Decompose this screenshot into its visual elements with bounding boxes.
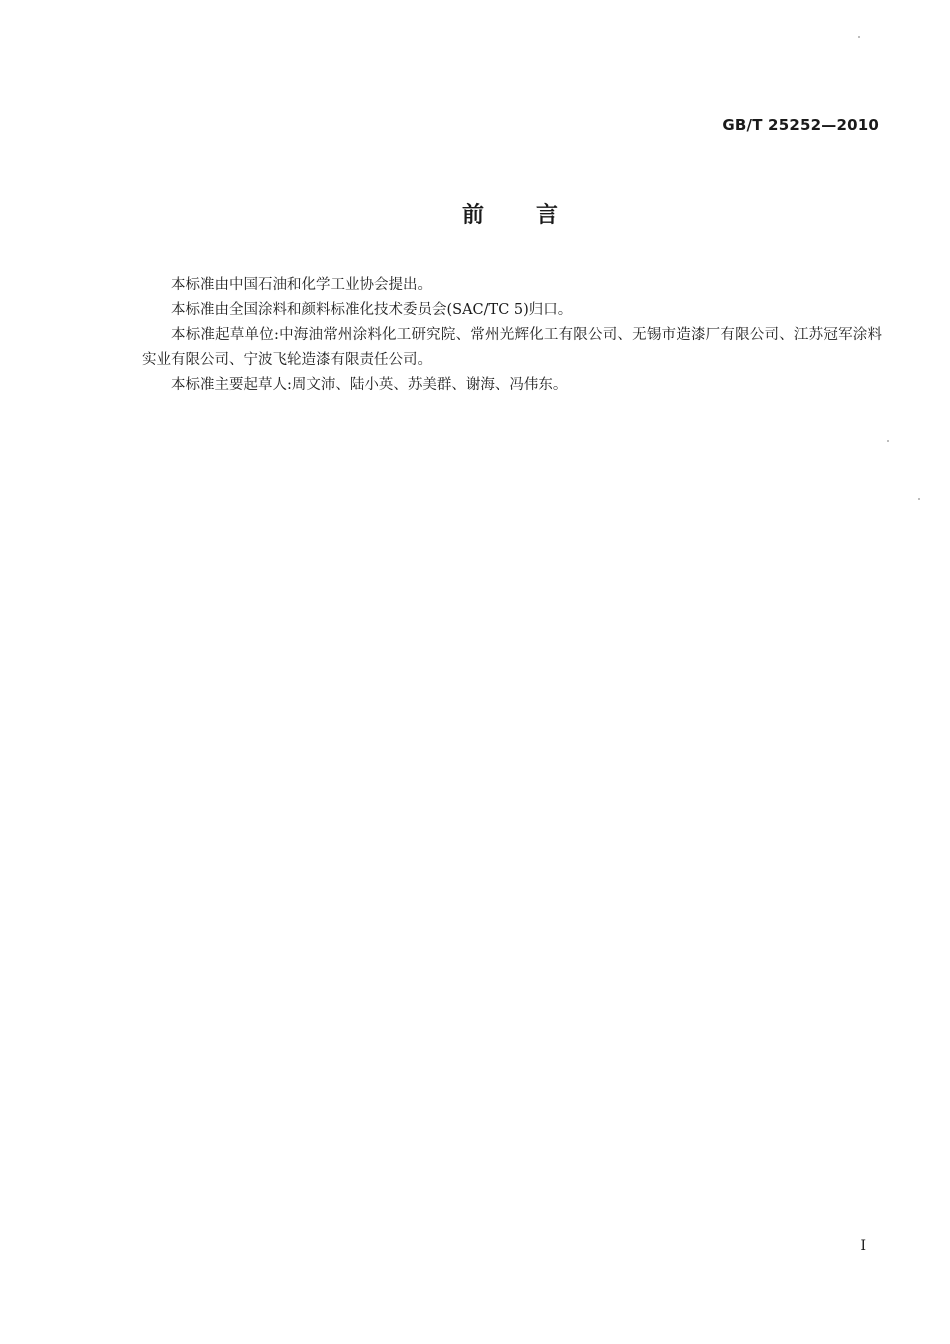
scan-speck	[918, 498, 920, 500]
page-number: I	[860, 1238, 866, 1254]
paragraph-committee: 本标准由全国涂料和颜料标准化技术委员会(SAC/TC 5)归口。	[171, 302, 573, 318]
standard-code: GB/T 25252—2010	[722, 116, 879, 134]
paragraph-proposer: 本标准由中国石油和化学工业协会提出。	[171, 277, 432, 293]
paragraph-drafters: 本标准主要起草人:周文沛、陆小英、苏美群、谢海、冯伟东。	[171, 377, 568, 393]
scan-speck	[887, 440, 889, 442]
page-title: 前言	[461, 203, 610, 228]
scan-speck	[858, 36, 860, 38]
paragraph-drafting-units: 本标准起草单位:中海油常州涂料化工研究院、常州光辉化工有限公司、无锡市造漆厂有限公司、江苏冠军涂料实业有限公司、宁波飞轮造漆有限责任公司。	[142, 327, 882, 368]
foreword-body	[142, 273, 882, 398]
